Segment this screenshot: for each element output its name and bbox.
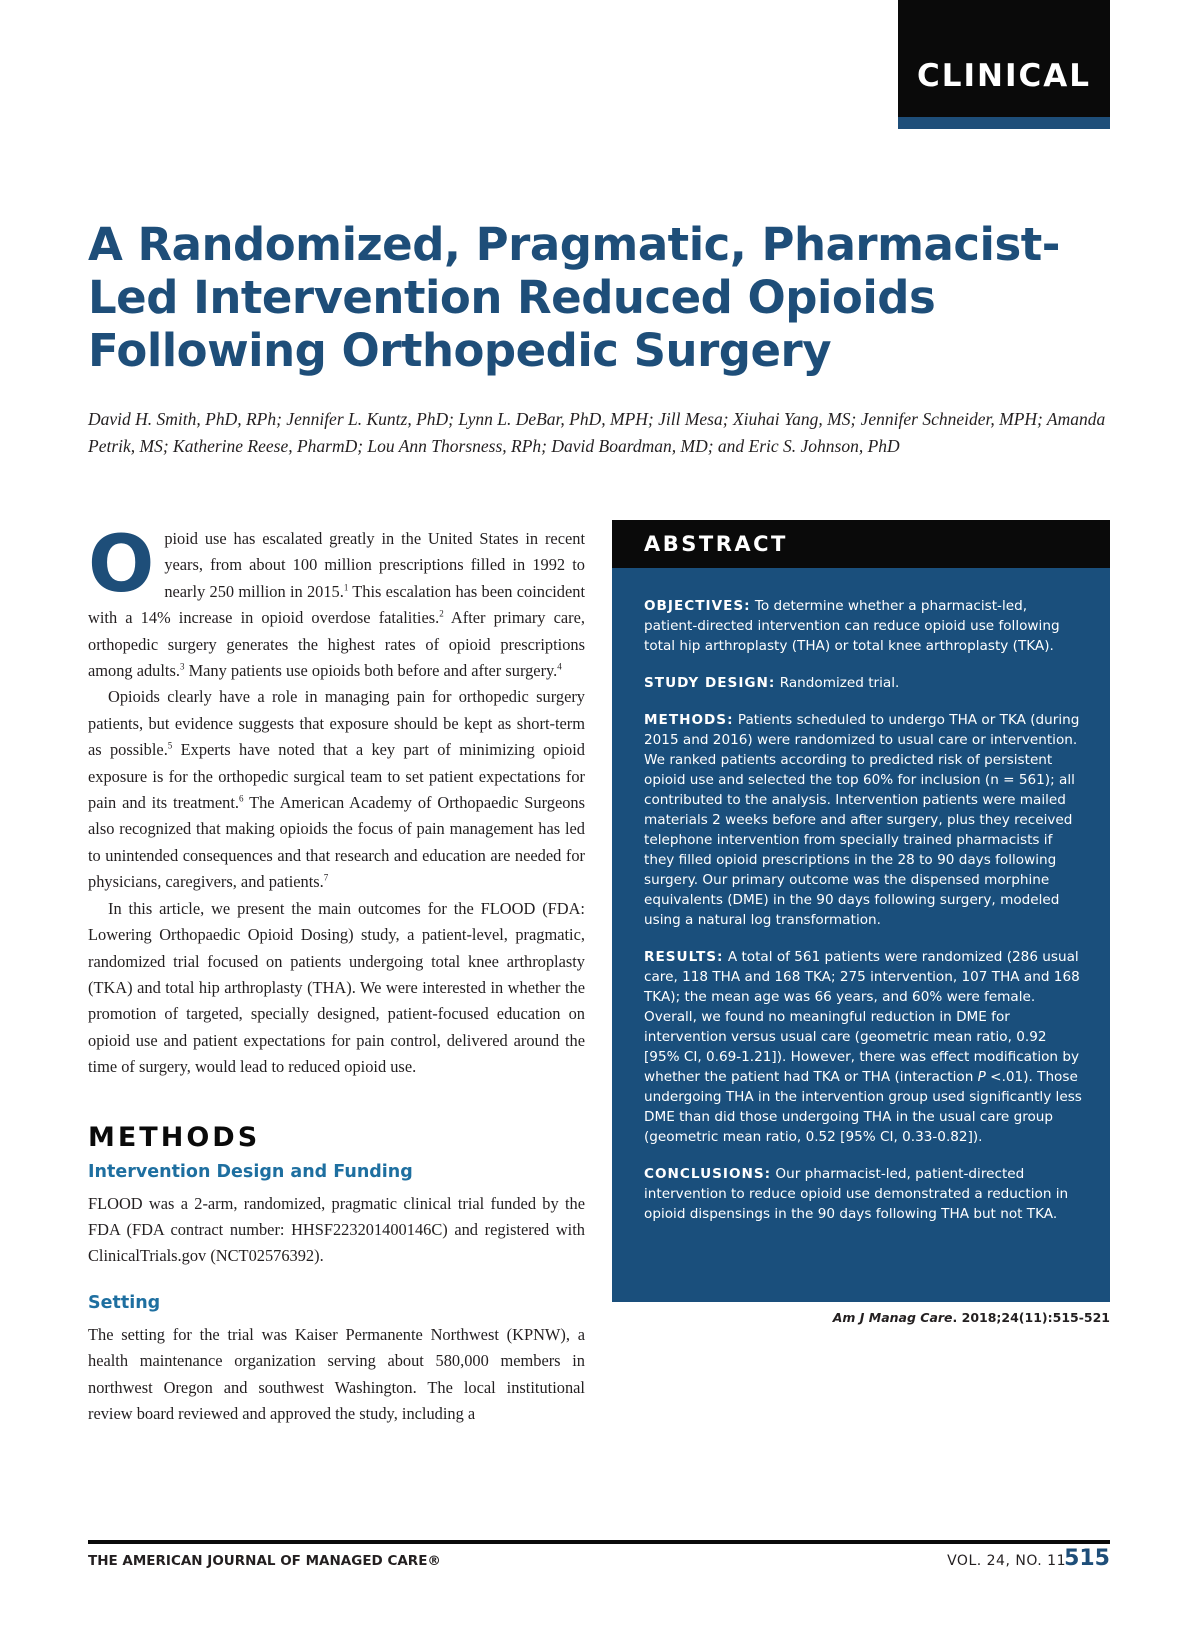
abstract-conclusions (644, 1164, 1082, 1224)
subheading-setting: Setting (88, 1292, 161, 1313)
text-run: A total of 561 patients were randomized (286 usual care, 118 THA and 168 TKA; 275 intervention, 107 THA and 168 TKA); the mean age was 66 years, and 60% were female. Overall, we found no meaningful reduction in DME for intervention versus usual care (geometric mean ratio, 0.92 [95% CI, 0.69-1.21]). However, there was effect modification by whether the patient had TKA or THA (interaction (644, 949, 1080, 1085)
citation-ref[interactable]: 6 (239, 793, 244, 804)
abstract-body (612, 568, 1110, 1224)
citation-details: . 2018;24(11):515-521 (952, 1310, 1110, 1325)
intro-paragraph-3: In this article, we present the main outcomes for the FLOOD (FDA: Lowering Orthopaedic Opioid Dosing) study, a patient-level, pragmatic, randomized trial focused on patients undergoing total knee arthroplasty (TKA) and total hip arthroplasty (THA). We were interested in whether the promotion of targeted, specially designed, patient-focused education on opioid use and patient expectations for pain control, delivered around the time of surgery, would lead to reduced opioid use. (88, 898, 585, 1077)
intro-paragraph-2 (88, 684, 585, 895)
abstract-methods (644, 710, 1082, 930)
citation-ref[interactable]: 3 (179, 661, 185, 672)
footer-volume: VOL. 24, NO. 11 (947, 1553, 1066, 1569)
abstract-study-design (644, 673, 1082, 693)
citation-ref[interactable]: 1 (343, 582, 349, 593)
methods-heading: METHODS (88, 1121, 261, 1153)
citation-ref[interactable]: 2 (439, 608, 444, 619)
section-tag (898, 0, 1110, 129)
footer-journal-name: THE AMERICAN JOURNAL OF MANAGED CARE® (88, 1553, 441, 1569)
text-run: <.01). Those undergoing THA in the intervention group used significantly less DME than did those undergoing THA in the usual care group (geometric mean ratio, 0.52 [95% CI, 0.33-0.82]). (644, 1069, 1082, 1145)
abstract-results (644, 947, 1082, 1147)
text-run: After primary care, orthopedic surgery generates the highest rates of opioid prescriptions among adults. (88, 608, 585, 681)
article-title: A Randomized, Pragmatic, Pharmacist-Led Intervention Reduced Opioids Following Orthopedic Surgery (88, 218, 1060, 377)
text-run: Randomized trial. (775, 675, 900, 691)
text-run: Opioids clearly have a role in managing pain for orthopedic surgery patients, but evidence suggests that exposure should be kept as short-term as possible. (88, 687, 585, 760)
text-run: Many patients use opioids both before and after surgery. (184, 661, 558, 681)
citation-ref[interactable]: 5 (167, 740, 173, 751)
text-run: Patients scheduled to undergo THA or TKA (during 2015 and 2016) were randomized to usual care or intervention. We ranked patients according to predicted risk of persistent opioid use and selected the top 60% for inclusion (n = 561); all contributed to the analysis. Intervention patients were mailed materials 2 weeks before and after surgery, plus they received telephone intervention from specially trained pharmacists if they filled opioid prescriptions in the 28 to 90 days following surgery. Our primary outcome was the dispensed morphine equivalents (DME) in the 90 days following surgery, modeled using a natural log transformation. (644, 712, 1080, 928)
abstract-objectives (644, 596, 1082, 656)
abstract-label: METHODS: (644, 712, 734, 728)
text-run: The American Academy of Orthopaedic Surgeons also recognized that making opioids the focus of pain management has led to unintended consequences and that research and education are needed for physicians, caregivers, and patients. (88, 793, 585, 892)
body-column-left (88, 520, 585, 1427)
methods-paragraph-1: FLOOD was a 2-arm, randomized, pragmatic clinical trial funded by the FDA (FDA contract number: HHSF223201400146C) and registered with ClinicalTrials.gov (NCT02576392). (88, 1193, 585, 1266)
citation-journal: Am J Manag Care (832, 1310, 953, 1325)
abstract-label: RESULTS: (644, 949, 724, 965)
subheading-intervention-design: Intervention Design and Funding (88, 1161, 413, 1182)
text-run: pioid use has escalated greatly in the United States in recent years, from about 100 million prescriptions filled in 1992 to nearly 250 million in 2015. (164, 529, 585, 601)
text-run: P (977, 1069, 986, 1085)
abstract-label: CONCLUSIONS: (644, 1166, 772, 1182)
text-run: Experts have noted that a key part of minimizing opioid exposure is for the orthopedic surgical team to set patient expectations for pain and its treatment. (88, 740, 585, 813)
section-tag-label: CLINICAL (916, 58, 1091, 94)
drop-cap: O (88, 520, 155, 610)
intro-paragraph-1 (88, 520, 585, 684)
footer-rule (88, 1540, 1110, 1544)
abstract-box (612, 520, 1110, 1302)
page-number: 515 (1064, 1546, 1110, 1571)
citation-line (612, 1310, 1110, 1325)
citation-ref[interactable]: 7 (323, 872, 329, 883)
abstract-label: STUDY DESIGN: (644, 675, 776, 691)
author-list: David H. Smith, PhD, RPh; Jennifer L. Kuntz, PhD; Lynn L. DeBar, PhD, MPH; Jill Mesa; Xiuhai Yang, MS; Jennifer Schneider, MPH; Amanda Petrik, MS; Katherine Reese, PharmD; Lou Ann Thorsness, RPh; David Boardman, MD; and Eric S. Johnson, PhD (88, 409, 1106, 456)
abstract-label: OBJECTIVES: (644, 598, 751, 614)
methods-paragraph-2: The setting for the trial was Kaiser Permanente Northwest (KPNW), a health maintenance organization serving about 580,000 members in northwest Oregon and southwest Washington. The local institutional review board reviewed and approved the study, including a (88, 1324, 585, 1423)
abstract-heading: ABSTRACT (612, 520, 1110, 568)
text-run: Our pharmacist-led, patient-directed intervention to reduce opioid use demonstrated a reduction in opioid dispensings in the 90 days following THA but not TKA. (644, 1166, 1069, 1222)
text-run: This escalation has been coincident with a 14% increase in opioid overdose fatalities. (88, 581, 585, 628)
text-run: To determine whether a pharmacist-led, patient-directed intervention can reduce opioid use following total hip arthroplasty (THA) or total knee arthroplasty (TKA). (644, 598, 1060, 654)
citation-ref[interactable]: 4 (557, 661, 562, 672)
